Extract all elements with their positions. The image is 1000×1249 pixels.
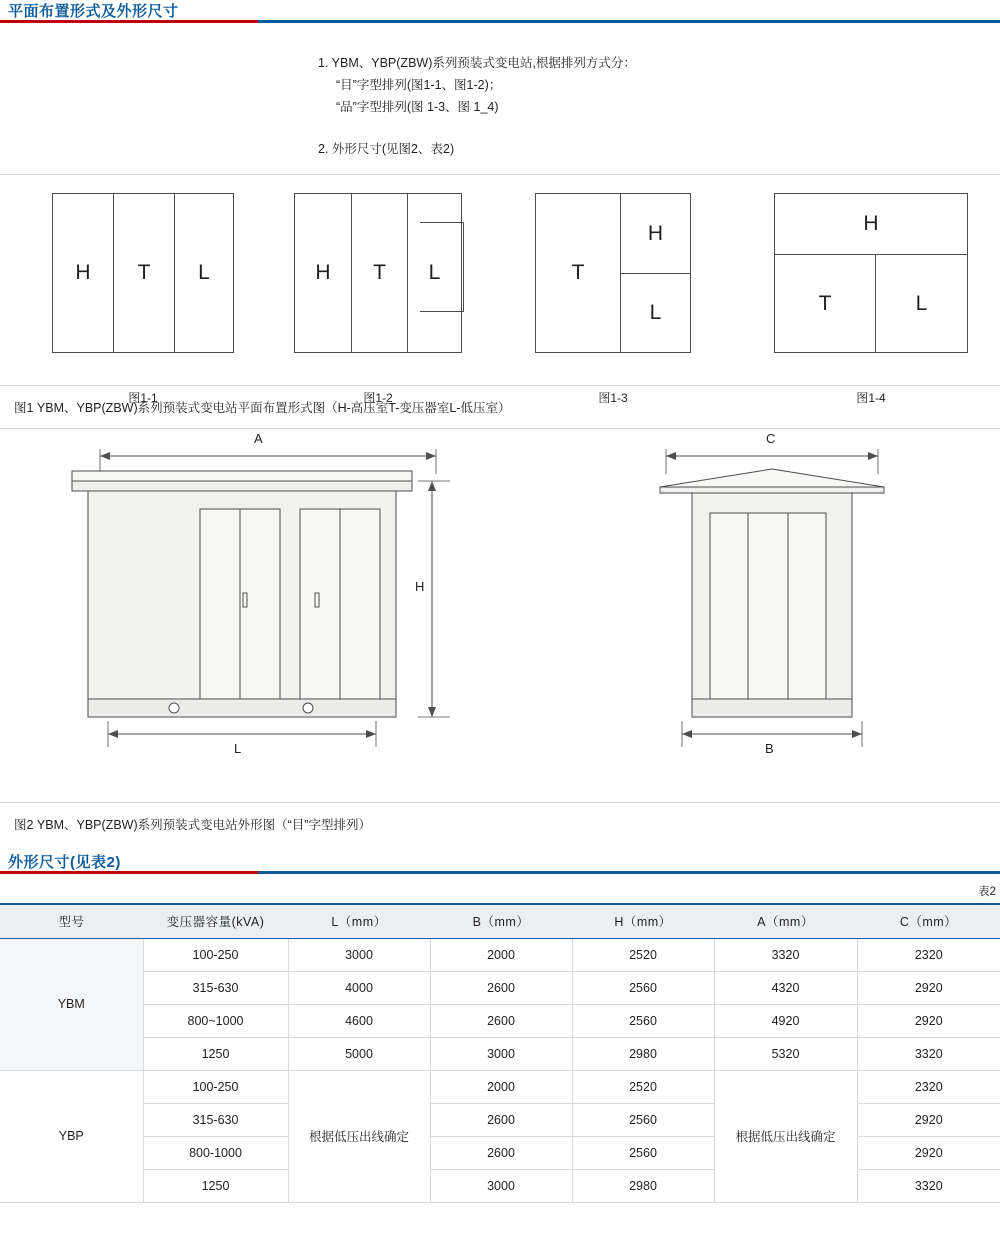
section2-heading-layout — [0, 851, 1000, 877]
cell-c: 2320 — [857, 1070, 1000, 1103]
cell-h: 2980 — [572, 1169, 714, 1202]
table-head — [0, 904, 1000, 938]
cell-c: 2920 — [857, 1136, 1000, 1169]
figure-caption-1-4: 图1-4 — [856, 391, 886, 405]
room-label-l: L — [915, 291, 928, 315]
intro-spacer — [0, 118, 1000, 138]
col-header-capacity: 变压器容量(kVA) — [143, 904, 288, 938]
room-label-t: T — [137, 261, 151, 284]
figure-1-1 — [52, 193, 234, 405]
intro-line-2: “目”字型排列(图1-1、图1-2)； — [336, 78, 502, 92]
divider-red — [0, 20, 258, 23]
figure-1-3 — [535, 193, 691, 405]
figure-1-4 — [774, 193, 968, 405]
room-label-t: T — [571, 261, 585, 284]
intro-text-block — [0, 26, 1000, 168]
cell-capacity: 100-250 — [143, 1070, 288, 1103]
figure-1-2-annex — [420, 222, 464, 312]
cell-a: 5320 — [714, 1037, 857, 1070]
figure-1-2-outline — [294, 193, 462, 353]
cell-h: 2560 — [572, 1103, 714, 1136]
dimension-label-b: B — [765, 741, 774, 756]
figure-1-1-outline — [52, 193, 234, 353]
room-label-l: L — [428, 261, 441, 284]
cell-c: 3320 — [857, 1037, 1000, 1070]
figure-caption-1-2: 图1-2 — [363, 391, 393, 405]
cell-c: 2920 — [857, 971, 1000, 1004]
cell-a: 3320 — [714, 938, 857, 971]
dimension-figures-panel — [0, 428, 1000, 803]
col-header-model: 型号 — [0, 904, 143, 938]
table-number-label: 表2 — [978, 886, 996, 898]
col-header-l: L（mm） — [288, 904, 430, 938]
intro-line-4: 2. 外形尺寸(见图2、表2) — [318, 142, 455, 156]
dimension-label-h: H — [415, 579, 425, 594]
room-label-h: H — [75, 261, 91, 284]
cell-model-ybm: YBM — [0, 938, 143, 1070]
cell-h: 2980 — [572, 1037, 714, 1070]
cell-b: 2000 — [430, 1070, 572, 1103]
cell-b: 2600 — [430, 1103, 572, 1136]
figure-caption-1-1: 图1-1 — [128, 391, 158, 405]
cell-a-merged: 根据低压出线确定 — [714, 1070, 857, 1202]
table-header-row — [0, 904, 1000, 938]
figure-1-4-outline — [774, 193, 968, 353]
intro-line-3: “品”字型排列(图 1-3、图 1_4) — [336, 100, 499, 114]
cell-capacity: 1250 — [143, 1169, 288, 1202]
cell-h: 2560 — [572, 1004, 714, 1037]
col-header-h: H（mm） — [572, 904, 714, 938]
cell-l-merged: 根据低压出线确定 — [288, 1070, 430, 1202]
room-label-t: T — [818, 291, 832, 315]
layout-figures-panel — [0, 174, 1000, 405]
cell-h: 2560 — [572, 1136, 714, 1169]
cell-b: 2000 — [430, 938, 572, 971]
table-row — [0, 938, 1000, 971]
dimension-label-a: A — [254, 431, 263, 446]
room-label-t: T — [373, 261, 386, 284]
dimension-drawings-svg — [0, 429, 1000, 804]
cell-b: 2600 — [430, 1136, 572, 1169]
section2-title: 外形尺寸(见表2) — [8, 854, 121, 871]
cell-b: 3000 — [430, 1037, 572, 1070]
cell-h: 2520 — [572, 1070, 714, 1103]
divider-red — [0, 871, 258, 874]
col-header-b: B（mm） — [430, 904, 572, 938]
cell-capacity: 1250 — [143, 1037, 288, 1070]
layout-figures-row — [0, 175, 1000, 405]
figure-1-3-outline — [535, 193, 691, 353]
cell-capacity: 800-1000 — [143, 1136, 288, 1169]
figure-1-note: 图1 YBM、YBP(ZBW)系列预装式变电站平面布置形式图（H-高压室T-变压器室L-低压室） — [14, 401, 511, 415]
cell-c: 2320 — [857, 938, 1000, 971]
cell-b: 3000 — [430, 1169, 572, 1202]
cell-b: 2600 — [430, 971, 572, 1004]
table-row — [0, 1037, 1000, 1070]
divider-blue — [258, 20, 1000, 23]
page-title: 平面布置形式及外形尺寸 — [8, 3, 179, 20]
cell-h: 2560 — [572, 971, 714, 1004]
dimension-table-wrap — [0, 877, 1000, 1203]
table-row — [0, 971, 1000, 1004]
room-label-l: L — [198, 261, 210, 284]
cell-capacity: 315-630 — [143, 1103, 288, 1136]
figure-caption-1-3: 图1-3 — [598, 391, 628, 405]
cell-l: 3000 — [288, 938, 430, 971]
cell-b: 2600 — [430, 1004, 572, 1037]
table-row — [0, 1070, 1000, 1103]
intro-line-1: 1. YBM、YBP(ZBW)系列预装式变电站,根据排列方式分： — [318, 56, 636, 70]
dimension-label-l: L — [234, 741, 242, 756]
divider-blue — [258, 871, 1000, 874]
cell-l: 4000 — [288, 971, 430, 1004]
room-label-l: L — [649, 301, 662, 324]
table-body — [0, 938, 1000, 1202]
cell-l: 4600 — [288, 1004, 430, 1037]
cell-a: 4320 — [714, 971, 857, 1004]
cell-model-ybp: YBP — [0, 1070, 143, 1202]
cell-h: 2520 — [572, 938, 714, 971]
room-label-h: H — [315, 261, 331, 284]
room-label-h: H — [647, 221, 664, 245]
figure-2-note: 图2 YBM、YBP(ZBW)系列预装式变电站外形图（“目”字型排列） — [14, 818, 371, 832]
cell-capacity: 100-250 — [143, 938, 288, 971]
section-heading-layout — [0, 0, 1000, 26]
figure-1-2 — [294, 193, 462, 405]
cell-capacity: 800~1000 — [143, 1004, 288, 1037]
cell-capacity: 315-630 — [143, 971, 288, 1004]
col-header-c: C（mm） — [857, 904, 1000, 938]
cell-c: 2920 — [857, 1103, 1000, 1136]
dimension-label-c: C — [766, 431, 776, 446]
room-label-h: H — [863, 212, 879, 235]
cell-l: 5000 — [288, 1037, 430, 1070]
col-header-a: A（mm） — [714, 904, 857, 938]
table-row — [0, 1004, 1000, 1037]
cell-c: 3320 — [857, 1169, 1000, 1202]
dimension-table — [0, 903, 1000, 1203]
cell-c: 2920 — [857, 1004, 1000, 1037]
cell-a: 4920 — [714, 1004, 857, 1037]
